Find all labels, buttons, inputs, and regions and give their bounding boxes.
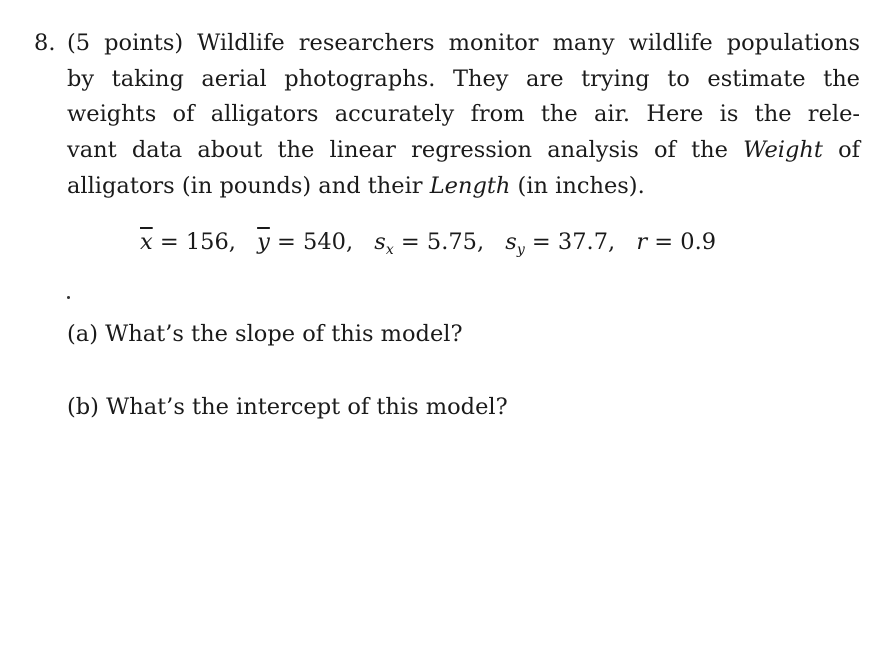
problem-line-4-text: vant data about the linear regression analysis of the — [67, 137, 744, 164]
problem-line-3: weights of alligators accurately from the air. Here is the rele- — [67, 101, 860, 128]
r-symbol: r — [636, 229, 648, 255]
weight-term: Weight — [743, 137, 823, 164]
sy-value: = 37.7, — [524, 229, 616, 255]
stray-dot — [67, 296, 70, 299]
sy-symbol: s — [505, 229, 517, 255]
ybar-symbol: $\overline{y}$ — [257, 229, 270, 255]
r-value: = 0.9 — [647, 229, 717, 255]
sy-subscript: y — [516, 242, 525, 258]
problem-line-5-text: alligators (in pounds) and their — [67, 172, 430, 199]
problem-line-2: by taking aerial photographs. They are trying to estimate the — [67, 65, 860, 92]
stat-xbar — [140, 224, 236, 260]
problem-number: 8. — [34, 30, 56, 56]
problem-line-5-tail: (in inches). — [510, 172, 645, 199]
stat-ybar — [257, 224, 353, 260]
sx-subscript: x — [385, 242, 394, 258]
problem-statement — [34, 26, 860, 205]
summary-statistics — [140, 224, 800, 268]
question-b: (b) What’s the intercept of this model? — [67, 394, 508, 420]
question-a: (a) What’s the slope of this model? — [67, 321, 463, 347]
problem-line-4 — [67, 133, 860, 169]
stat-r — [636, 224, 716, 260]
ybar-value: = 540, — [269, 229, 354, 255]
problem-line-5 — [67, 169, 860, 205]
sx-value: = 5.75, — [393, 229, 485, 255]
problem-text — [67, 26, 860, 205]
stat-sx — [374, 224, 484, 268]
stat-sy — [505, 224, 615, 268]
problem-line-1: (5 points) Wildlife researchers monitor many wildlife populations — [67, 30, 860, 56]
xbar-value: = 156, — [152, 229, 236, 255]
length-term: Length — [429, 172, 511, 199]
xbar-symbol: $\overline{x}$ — [140, 229, 153, 255]
sx-symbol: s — [374, 229, 386, 255]
problem-line-4-tail: of — [822, 137, 861, 164]
